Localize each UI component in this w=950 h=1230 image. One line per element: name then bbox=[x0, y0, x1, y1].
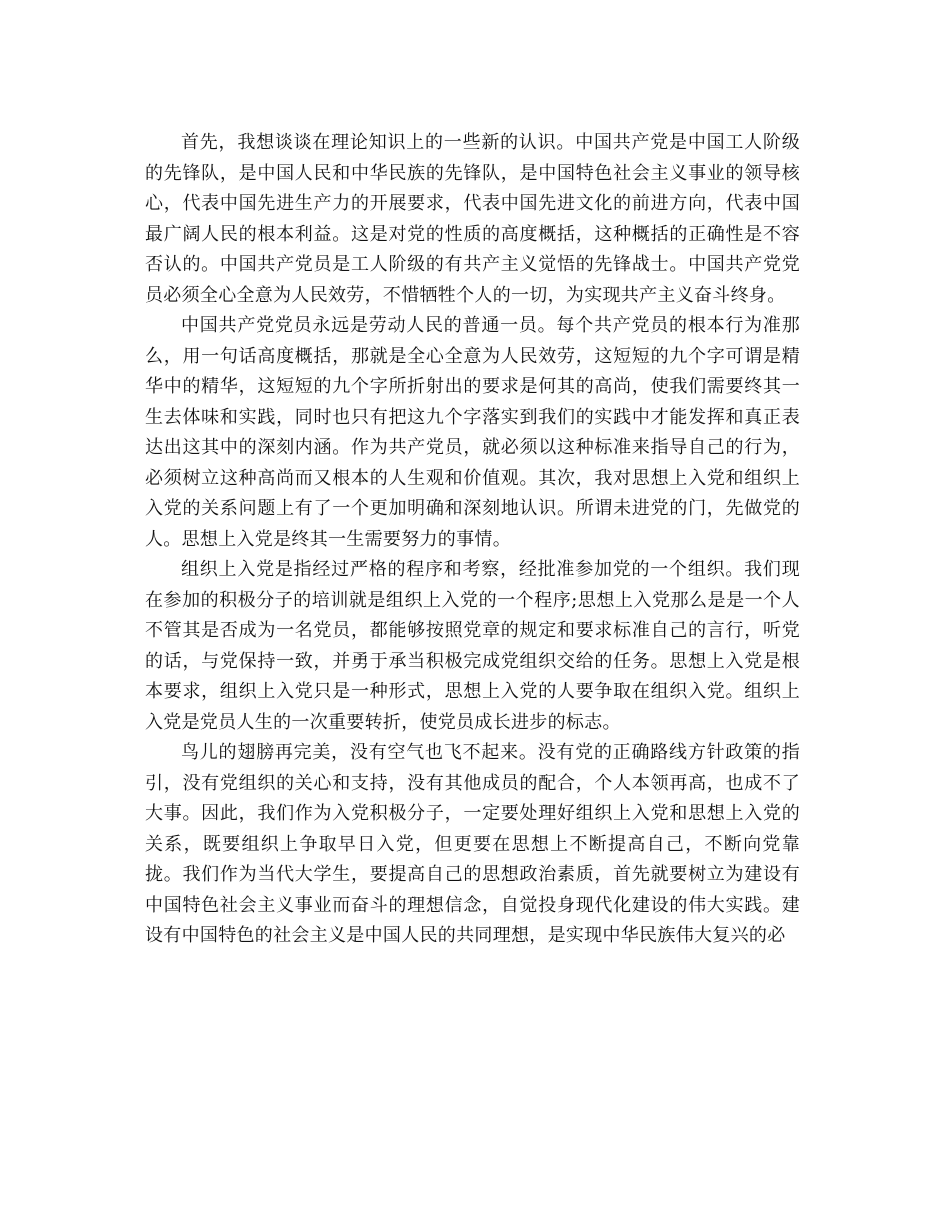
paragraph-1: 首先，我想谈谈在理论知识上的一些新的认识。中国共产党是中国工人阶级的先锋队，是中国人民和中华民族的先锋队，是中国特色社会主义事业的领导核心，代表中国先进生产力的开展要求，代表中国先进文化的前进方向，代表中国最广阔人民的根本利益。这是对党的性质的高度概括，这种概括的正确性是不容否认的。中国共产党员是工人阶级的有共产主义觉悟的先锋战士。中国共产党党员必须全心全意为人民效劳，不惜牺牲个人的一切，为实现共产主义奋斗终身。 bbox=[145, 132, 800, 306]
document-body bbox=[145, 128, 800, 952]
paragraph-3: 组织上入党是指经过严格的程序和考察，经批准参加党的一个组织。我们现在参加的积极分子的培训就是组织上入党的一个程序;思想上入党那么是是一个人不管其是否成为一名党员，都能够按照党章的规定和要求标准自己的言行，听党的话，与党保持一致，并勇于承当积极完成党组织交给的任务。思想上入党是根本要求，组织上入党只是一种形式，思想上入党的人要争取在组织入党。组织上入党是党员人生的一次重要转折，使党员成长进步的标志。 bbox=[145, 559, 800, 733]
paragraph-4: 鸟儿的翅膀再完美，没有空气也飞不起来。没有党的正确路线方针政策的指引，没有党组织的关心和支持，没有其他成员的配合，个人本领再高，也成不了大事。因此，我们作为入党积极分子，一定要处理好组织上入党和思想上入党的关系，既要组织上争取早日入党，但更要在思想上不断提高自己，不断向党靠拢。我们作为当代大学生，要提高自己的思想政治素质，首先就要树立为建设有中国特色社会主义事业而奋斗的理想信念，自觉投身现代化建设的伟大实践。建设有中国特色的社会主义是中国人民的共同理想，是实现中华民族伟大复兴的必 bbox=[145, 742, 800, 946]
paragraph-2: 中国共产党党员永远是劳动人民的普通一员。每个共产党员的根本行为准那么，用一句话高度概括，那就是全心全意为人民效劳，这短短的九个字可谓是精华中的精华，这短短的九个字所折射出的要求是何其的高尚，使我们需要终其一生去体味和实践，同时也只有把这九个字落实到我们的实践中才能发挥和真正表达出这其中的深刻内涵。作为共产党员，就必须以这种标准来指导自己的行为，必须树立这种高尚而又根本的人生观和价值观。其次，我对思想上入党和组织上入党的关系问题上有了一个更加明确和深刻地认识。所谓未进党的门，先做党的人。思想上入党是终其一生需要努力的事情。 bbox=[145, 315, 800, 550]
